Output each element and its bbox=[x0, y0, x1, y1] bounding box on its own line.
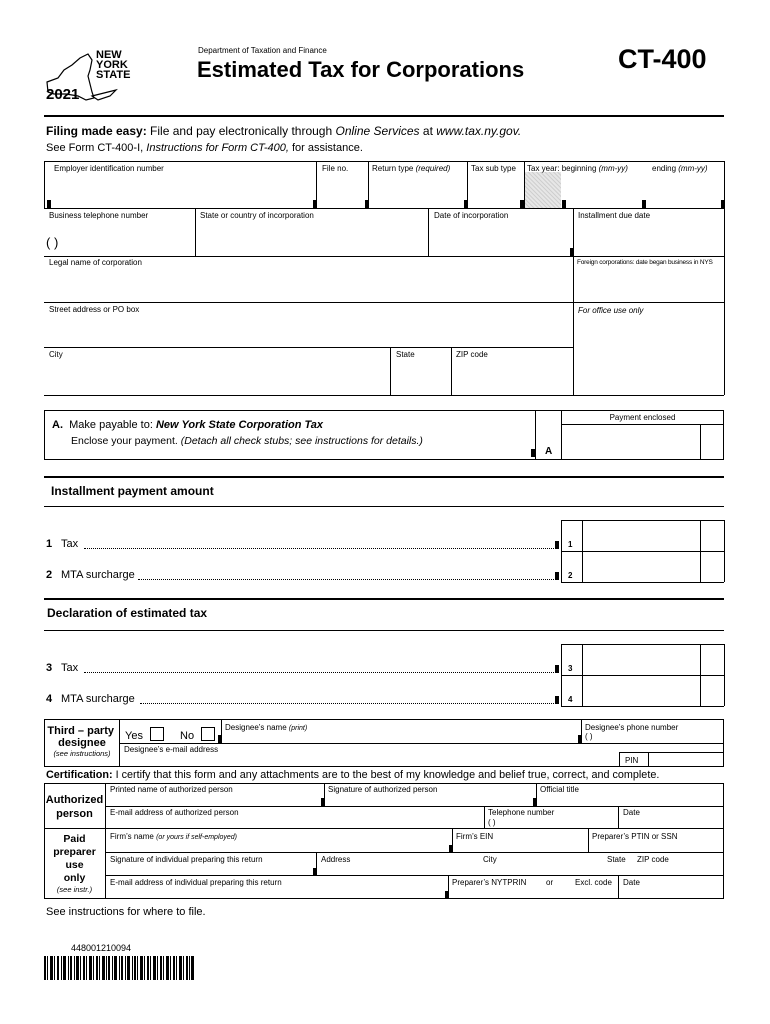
third-party-see-instr: (see instructions) bbox=[53, 749, 111, 758]
auth-telephone-field[interactable] bbox=[488, 818, 614, 828]
for-assistance: for assistance. bbox=[291, 142, 363, 154]
certification-body: I certify that this form and any attachments are to the best of my knowledge and belief true, correct, and complete. bbox=[115, 769, 660, 781]
designee-phone-label: Designee’s phone number bbox=[585, 723, 679, 732]
designee-name-print: (print) bbox=[288, 725, 308, 732]
firm-ein-label: Firm’s EIN bbox=[456, 832, 494, 841]
legal-name-field[interactable] bbox=[47, 270, 569, 300]
nytprin-or-label: or bbox=[546, 878, 554, 887]
designee-email-label: Designee’s e-mail address bbox=[124, 745, 219, 754]
preparer-email-label: E-mail address of individual preparing this return bbox=[110, 878, 282, 887]
zip-field[interactable] bbox=[454, 362, 569, 392]
date-incorp-field[interactable] bbox=[431, 222, 569, 252]
file-no-field[interactable] bbox=[320, 174, 364, 204]
installment-due-label: Installment due date bbox=[578, 211, 651, 220]
preparer-address-label: Address bbox=[321, 855, 351, 864]
certification-text bbox=[46, 769, 659, 781]
pin-label: PIN bbox=[625, 756, 639, 765]
beginning-format: (mm-yy) bbox=[598, 164, 628, 173]
declaration-heading: Declaration of estimated tax bbox=[47, 606, 208, 620]
business-phone-field[interactable] bbox=[46, 236, 191, 254]
file-no-label: File no. bbox=[322, 164, 349, 173]
form-number: CT-400 bbox=[618, 44, 707, 74]
payee-name: New York State Corporation Tax bbox=[155, 419, 324, 431]
nytprin-field[interactable] bbox=[451, 888, 615, 898]
third-party-line1: Third – party bbox=[47, 725, 114, 737]
firm-name-note: (or yours if self-employed) bbox=[156, 834, 238, 841]
state-field[interactable] bbox=[394, 362, 448, 392]
department-name: Department of Taxation and Finance bbox=[198, 46, 327, 55]
official-title-field[interactable] bbox=[539, 795, 721, 805]
pin-field[interactable] bbox=[650, 754, 722, 766]
ending-text: ending bbox=[652, 164, 677, 173]
state-label: State bbox=[396, 350, 415, 359]
auth-date-field[interactable] bbox=[621, 818, 721, 828]
ending-format: (mm-yy) bbox=[678, 164, 708, 173]
line-4-box-number: 4 bbox=[568, 695, 573, 704]
preparer-state-zip-field[interactable] bbox=[605, 864, 721, 874]
preparer-address-field[interactable] bbox=[319, 864, 479, 874]
preparer-city-label: City bbox=[483, 855, 497, 864]
instructions-ref: Instructions for Form CT-400, bbox=[146, 142, 289, 154]
designee-name-text: Designee’s name bbox=[225, 723, 287, 732]
foreign-corp-field[interactable] bbox=[576, 270, 721, 300]
auth-telephone-label: Telephone number bbox=[488, 808, 555, 817]
installment-due-field[interactable] bbox=[576, 222, 721, 252]
line-2-label: MTA surcharge bbox=[61, 569, 135, 581]
installment-heading: Installment payment amount bbox=[51, 484, 214, 498]
street-label: Street address or PO box bbox=[49, 305, 140, 314]
preparer-line4: only bbox=[63, 872, 86, 884]
legal-name-label: Legal name of corporation bbox=[49, 258, 142, 267]
printed-name-field[interactable] bbox=[108, 795, 320, 805]
preparer-line3: use bbox=[65, 859, 84, 871]
beginning-text: beginning bbox=[561, 164, 597, 173]
logo-york: YORK bbox=[96, 59, 128, 71]
city-field[interactable] bbox=[47, 362, 387, 392]
tax-year-ending-field[interactable] bbox=[648, 174, 720, 204]
line-1-amount-field[interactable] bbox=[584, 522, 698, 549]
designee-name-field[interactable] bbox=[224, 732, 576, 742]
barcode-icon bbox=[44, 956, 194, 980]
payment-enclosed-field[interactable] bbox=[564, 427, 697, 457]
preparer-date-field[interactable] bbox=[621, 888, 721, 898]
street-field[interactable] bbox=[47, 316, 569, 344]
line-4-number: 4 bbox=[46, 693, 53, 705]
ptin-label: Preparer’s PTIN or SSN bbox=[592, 832, 678, 841]
line-2-box-number: 2 bbox=[568, 571, 573, 580]
designee-email-field[interactable] bbox=[122, 755, 616, 765]
third-party-title bbox=[46, 725, 118, 758]
enclose-payment: Enclose your payment. bbox=[71, 435, 178, 447]
city-label: City bbox=[49, 350, 63, 359]
line-3-amount-field[interactable] bbox=[584, 646, 698, 673]
line-2-amount-field[interactable] bbox=[584, 553, 698, 580]
barcode bbox=[44, 956, 194, 980]
excl-code-label: Excl. code bbox=[575, 878, 612, 887]
designee-yes-checkbox[interactable] bbox=[150, 727, 164, 741]
preparer-date-label: Date bbox=[623, 878, 640, 887]
zip-label: ZIP code bbox=[456, 350, 488, 359]
business-phone-label: Business telephone number bbox=[49, 211, 149, 220]
barcode-number: 448001210094 bbox=[71, 943, 132, 953]
logo-new: NEW bbox=[96, 49, 122, 61]
firm-ein-field[interactable] bbox=[455, 841, 585, 851]
official-title-label: Official title bbox=[540, 785, 579, 794]
designee-phone-parens: ( ) bbox=[585, 732, 593, 741]
tax-year-text: Tax year: bbox=[527, 164, 560, 173]
tax-sub-type-label: Tax sub type bbox=[471, 164, 516, 173]
printed-name-label: Printed name of authorized person bbox=[110, 785, 233, 794]
header-rule bbox=[44, 115, 724, 117]
line-1-label: Tax bbox=[61, 538, 79, 550]
preparer-zip-label: ZIP code bbox=[637, 855, 669, 864]
nytprin-label: Preparer’s NYTPRIN bbox=[452, 878, 527, 887]
return-type-field[interactable] bbox=[370, 174, 464, 204]
third-party-line2: designee bbox=[58, 737, 106, 749]
line-1-number: 1 bbox=[46, 538, 53, 550]
auth-phone-parens: ( ) bbox=[488, 818, 496, 827]
preparer-line1: Paid bbox=[63, 833, 86, 845]
designee-phone-field[interactable] bbox=[585, 732, 721, 742]
payment-instructions bbox=[52, 419, 423, 448]
designee-no-checkbox[interactable] bbox=[201, 727, 215, 741]
tax-sub-type-field[interactable] bbox=[469, 174, 521, 204]
line-3-label: Tax bbox=[61, 662, 79, 674]
preparer-line2: preparer bbox=[53, 846, 96, 858]
return-type-label bbox=[372, 164, 450, 174]
filing-lead: Filing made easy: bbox=[46, 124, 147, 138]
payment-enclosed-label: Payment enclosed bbox=[609, 413, 676, 422]
filing-at: at bbox=[422, 124, 433, 138]
line-4-label: MTA surcharge bbox=[61, 693, 135, 705]
auth-signature-field[interactable] bbox=[327, 795, 532, 805]
firm-name-text: Firm’s name bbox=[110, 832, 154, 841]
logo-state: STATE bbox=[96, 69, 131, 81]
return-type-required: (required) bbox=[415, 164, 451, 173]
preparer-see-instr: (see instr.) bbox=[56, 885, 93, 894]
form-year: 2021 bbox=[46, 86, 80, 103]
designee-yes-label: Yes bbox=[125, 730, 143, 742]
ein-label: Employer identification number bbox=[54, 164, 164, 173]
date-incorp-label: Date of incorporation bbox=[434, 211, 509, 220]
authorized-line2: person bbox=[56, 808, 93, 820]
auth-email-label: E-mail address of authorized person bbox=[110, 808, 239, 817]
foreign-corp-label: Foreign corporations: date began business in NYS bbox=[577, 259, 713, 266]
nys-logo bbox=[44, 48, 144, 108]
filing-text: File and pay electronically through bbox=[150, 124, 333, 138]
state-incorp-label: State or country of incorporation bbox=[200, 211, 314, 220]
line-4-amount-field[interactable] bbox=[584, 677, 698, 704]
preparer-title bbox=[44, 833, 105, 895]
line-2-number: 2 bbox=[46, 569, 53, 581]
filing-made-easy bbox=[46, 124, 521, 138]
line-a-label: A. bbox=[52, 419, 63, 431]
auth-signature-label: Signature of authorized person bbox=[328, 785, 438, 794]
auth-date-label: Date bbox=[623, 808, 640, 817]
firm-name-field[interactable] bbox=[108, 841, 448, 851]
where-to-file: See instructions for where to file. bbox=[46, 906, 206, 918]
office-use-label: For office use only bbox=[578, 306, 644, 315]
auth-email-field[interactable] bbox=[108, 818, 480, 828]
make-payable: Make payable to: bbox=[69, 419, 153, 431]
ptin-field[interactable] bbox=[591, 841, 721, 851]
ein-field[interactable] bbox=[50, 174, 312, 204]
see-form-line bbox=[46, 142, 363, 155]
online-services-link[interactable]: Online Services bbox=[335, 124, 420, 138]
tax-year-beginning-field[interactable] bbox=[566, 174, 638, 204]
authorized-title bbox=[44, 793, 105, 821]
line-a-letter: A bbox=[545, 446, 553, 457]
authorized-line1: Authorized bbox=[45, 794, 104, 806]
preparer-state-label: State bbox=[607, 855, 626, 864]
line-1-box-number: 1 bbox=[568, 540, 573, 549]
line-3-box-number: 3 bbox=[568, 664, 573, 673]
preparer-city-field[interactable] bbox=[482, 864, 602, 874]
preparer-signature-label: Signature of individual preparing this return bbox=[110, 855, 263, 864]
tax-year-label bbox=[527, 164, 628, 174]
return-type-text: Return type bbox=[372, 164, 414, 173]
preparer-email-field[interactable] bbox=[108, 888, 444, 898]
see-form: See Form CT-400-I, bbox=[46, 142, 144, 154]
designee-no-label: No bbox=[180, 730, 195, 742]
state-incorp-field[interactable] bbox=[198, 222, 424, 252]
form-title: Estimated Tax for Corporations bbox=[197, 57, 525, 82]
detach-note: (Detach all check stubs; see instructions for details.) bbox=[180, 435, 423, 447]
preparer-signature-field[interactable] bbox=[108, 864, 312, 874]
certification-lead: Certification: bbox=[46, 769, 113, 781]
website-link[interactable]: www.tax.ny.gov. bbox=[436, 124, 522, 138]
business-phone-parens: ( ) bbox=[46, 235, 59, 250]
line-3-number: 3 bbox=[46, 662, 53, 674]
tax-year-shaded-box bbox=[525, 172, 561, 208]
ending-label bbox=[652, 164, 708, 174]
